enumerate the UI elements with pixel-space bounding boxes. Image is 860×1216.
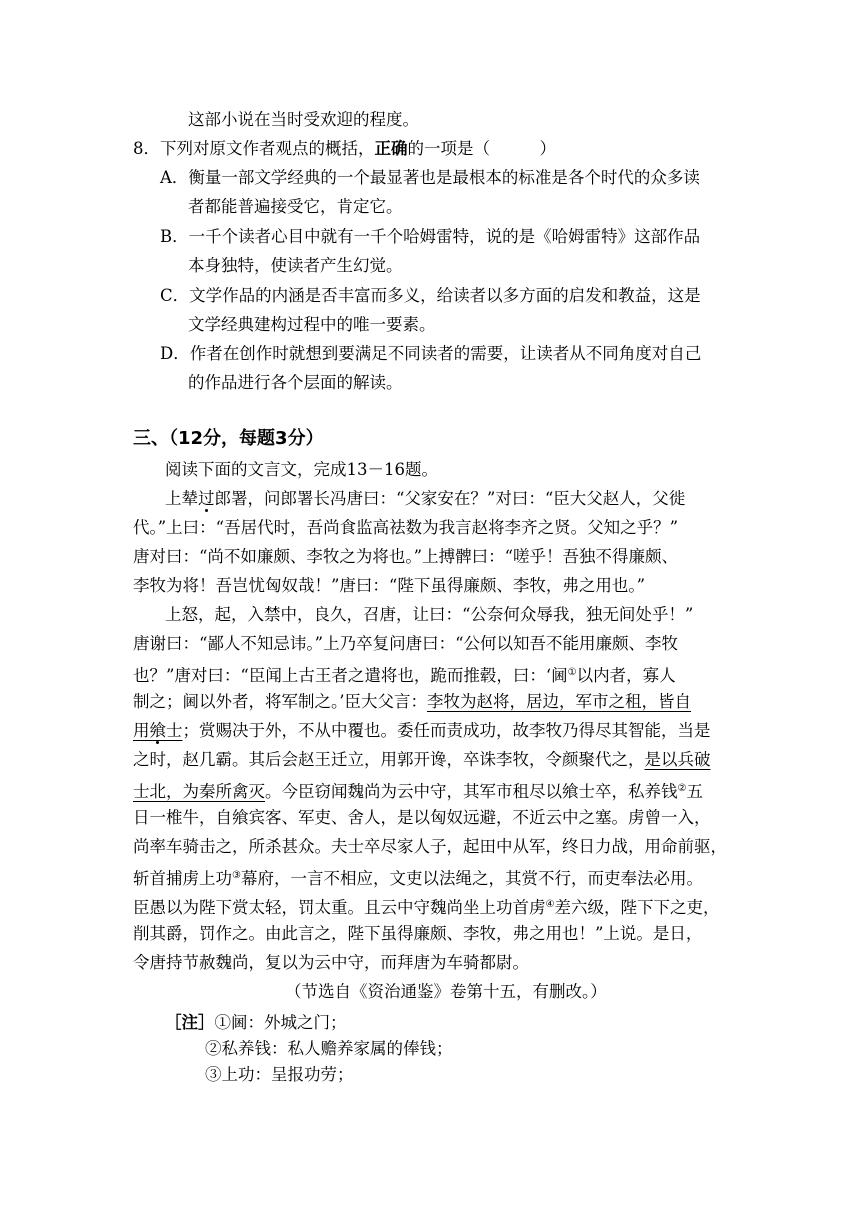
underlined-sentence: 士 — [166, 721, 183, 740]
emphasis-dot-char: 飨 — [149, 721, 166, 740]
passage-text: 也？”唐对曰：“臣闻上古王者之遣将也，跪而推毂，曰：‘阃 — [133, 666, 568, 685]
q7-continuation: 这部小说在当时受欢迎的程度。 — [188, 110, 419, 129]
passage-text: ；赏赐决于外，不从中覆也。委任而责成功，故李牧乃得尽其智能，当是 — [182, 721, 711, 740]
notes-label: ［注］ — [165, 1013, 215, 1032]
passage-line-14 — [133, 865, 703, 890]
passage-text: 制之；阃以外者，将军制之。’臣大父言： — [133, 692, 427, 711]
question-8-stem — [133, 138, 556, 160]
q8-stem-emphasis: 正确 — [374, 139, 408, 158]
passage-line-2: 代。”上曰：“吾居代时，吾尚食监高祛数为我言赵将李齐之贤。父知之乎？” — [133, 518, 679, 537]
passage-line-13: 尚率车骑击之，所杀甚众。夫士卒尽家人子，起田中从军，终日力战，用命前驱， — [133, 837, 727, 856]
footnote-marker: ③ — [232, 870, 241, 881]
passage-line-7 — [133, 662, 676, 687]
passage-line-3: 唐对曰：“尚不如廉颇、李牧之为将也。”上搏髀曰：“嗟乎！吾独不得廉颇、 — [133, 547, 679, 566]
passage-line-15 — [133, 894, 719, 919]
note-3: ③上功：呈报功劳； — [205, 1065, 354, 1084]
emphasis-dot-char: 过 — [198, 489, 215, 508]
note-1 — [165, 1012, 347, 1034]
passage-text: 斩首捕虏上功 — [133, 869, 232, 888]
passage-text: 。今臣窃闻魏尚为云中守，其军市租尽以飨士卒，私养钱 — [265, 782, 678, 801]
passage-line-17: 令唐持节赦魏尚，复以为云中守，而拜唐为车骑都尉。 — [133, 953, 529, 972]
note-text: ①阃：外城之门； — [214, 1013, 347, 1032]
option-b-line-2: 本身独特，使读者产生幻觉。 — [188, 256, 403, 275]
q8-stem-post: 的一项是（ ） — [407, 139, 556, 158]
passage-line-12: 日一椎牛，自飨宾客、军吏、舍人，是以匈奴远避，不近云中之塞。虏曾一入， — [133, 808, 711, 827]
option-b-line-1: B．一千个读者心目中就有一千个哈姆雷特，说的是《哈姆雷特》这部作品 — [160, 227, 701, 246]
passage-source: （节选自《资治通鉴》卷第十五，有删改。） — [285, 982, 607, 1001]
passage-line-6: 唐谢曰：“鄙人不知忌讳。”上乃卒复问唐曰：“公何以知吾不能用廉颇、李牧 — [133, 634, 679, 653]
option-c-line-2: 文学经典建构过程中的唯一要素。 — [188, 315, 436, 334]
passage-line-1 — [165, 488, 685, 510]
passage-line-4: 李牧为将！吾岂忧匈奴哉！”唐曰：“陛下虽得廉颇、李牧，弗之用也。” — [133, 576, 646, 595]
passage-text: 之时，赵几霸。其后会赵王迁立，用郭开谗，卒诛李牧，令颜聚代之， — [133, 750, 645, 769]
passage-text: 幕府，一言不相应，文吏以法绳之，其赏不行，而吏奉法必用。 — [240, 869, 703, 888]
underlined-sentence: 李牧为赵将，居边，军市之租，皆自 — [427, 692, 691, 711]
section-3-heading: 三、（12分，每题3分） — [133, 428, 324, 449]
passage-text: 郎署，问郎署长冯唐曰：“父家安在？”对曰：“臣大父赵人，父徙 — [214, 489, 686, 508]
passage-line-10 — [133, 749, 711, 771]
passage-line-9 — [133, 720, 711, 742]
passage-text: 差六级，陛下下之吏， — [554, 898, 720, 917]
footnote-marker: ② — [677, 783, 687, 794]
passage-text: 五 — [686, 782, 703, 801]
underlined-sentence: 用 — [133, 721, 150, 740]
underlined-sentence: 是以兵破 — [644, 750, 711, 769]
option-d-line-1: D．作者在创作时就想到要满足不同读者的需要，让读者从不同角度对自己 — [160, 344, 702, 363]
passage-text: 以内者，寡人 — [576, 666, 676, 685]
passage-line-5: 上怒，起，入禁中，良久，召唐，让曰：“公奈何众辱我，独无间处乎！” — [165, 605, 694, 624]
option-c-line-1: C．文学作品的内涵是否丰富而多义，给读者以多方面的启发和教益，这是 — [160, 286, 701, 305]
footnote-marker: ① — [567, 667, 577, 678]
passage-text: 臣愚以为陛下赏太轻，罚太重。且云中守魏尚坐上功首虏 — [133, 898, 546, 917]
passage-line-11 — [133, 778, 703, 803]
passage-line-16: 削其爵，罚作之。由此言之，陛下虽得廉颇、李牧，弗之用也！”上说。是日， — [133, 924, 703, 943]
option-a-line-1: A．衡量一部文学经典的一个最显著也是最根本的标准是各个时代的众多读 — [160, 168, 700, 187]
section-3-instructions: 阅读下面的文言文，完成13－16题。 — [165, 460, 438, 479]
passage-line-8 — [133, 691, 691, 713]
underlined-sentence: 士北，为秦所禽灭 — [133, 782, 265, 801]
footnote-marker: ④ — [545, 899, 555, 910]
passage-text: 上辇 — [165, 489, 198, 508]
q8-stem-pre: 8．下列对原文作者观点的概括， — [133, 139, 375, 158]
option-d-line-2: 的作品进行各个层面的解读。 — [188, 373, 403, 392]
option-a-line-2: 者都能普遍接受它，肯定它。 — [188, 197, 403, 216]
note-2: ②私养钱：私人赡养家属的俸钱； — [205, 1039, 453, 1058]
